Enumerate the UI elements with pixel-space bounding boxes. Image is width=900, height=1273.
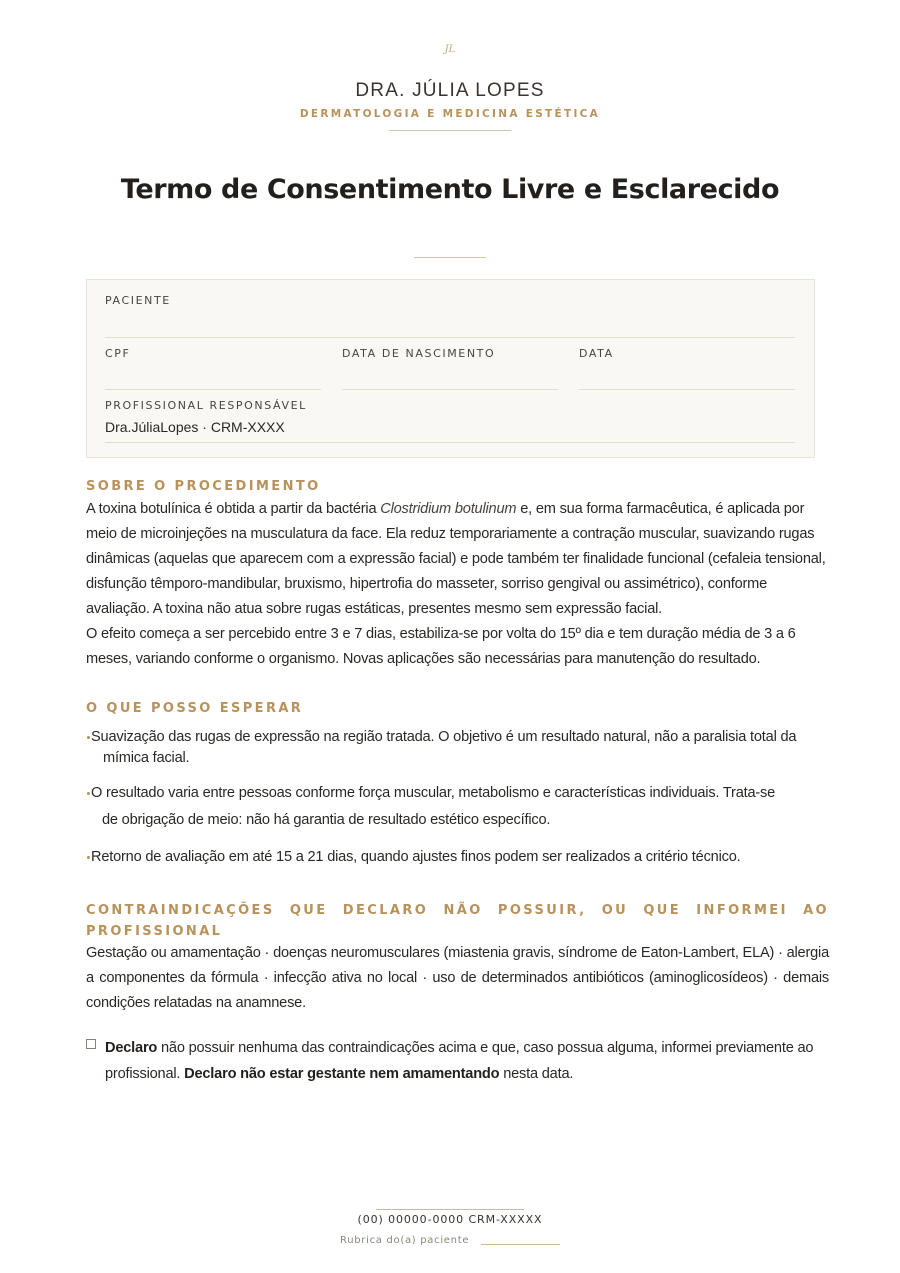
footer-contact: (00) 00000-0000 CRM-XXXXX — [357, 1213, 543, 1226]
specialty: DERMATOLOGIA E MEDICINA ESTÉTICA — [299, 108, 601, 120]
patient-field-line — [105, 337, 795, 338]
date-field-line — [579, 389, 795, 390]
section-heading-contraindications: CONTRAINDICAÇÕES QUE DECLARO NÃO POSSUIR, OU QUE INFORMEI AO PROFISSIONAL — [86, 903, 829, 939]
title-divider — [414, 257, 486, 258]
cpf-field-line — [105, 389, 321, 390]
signature-label: Rubrica do(a) paciente — [340, 1235, 470, 1246]
patient-label: PACIENTE — [105, 294, 171, 307]
professional-field[interactable]: Dra.JúliaLopes · CRM-XXXX — [105, 419, 285, 435]
footer-divider — [376, 1209, 524, 1210]
procedure-duration-text: O efeito começa a ser percebido entre 3 e 7 dias, estabiliza-se por volta do 15º dia e tem duração média de 3 a 6 meses, variando conforme o organismo. Novas aplicações são necessárias para manutenção do resultado. — [86, 626, 796, 667]
patient-info-box — [86, 279, 815, 458]
professional-label: PROFISSIONAL RESPONSÁVEL — [105, 399, 307, 412]
contraindications-text: Gestação ou amamentação · doenças neuromusculares (miastenia gravis, síndrome de Eaton-Lambert, ELA) · alergia a componentes da fórmula · infecção ativa no local · uso de determinados antibióticos (aminoglicosídeos) · demais condições relatadas na anamnese. — [86, 945, 829, 1011]
signature-line[interactable] — [481, 1244, 560, 1245]
header-divider — [389, 130, 511, 131]
birth-date-field-line — [342, 389, 558, 390]
section-heading-expectations: O QUE POSSO ESPERAR — [86, 701, 304, 716]
procedure-text-start: A toxina botulínica é obtida a partir da bactéria — [86, 501, 381, 517]
document-title: Termo de Consentimento Livre e Esclarecido — [120, 174, 780, 205]
monogram-logo: JL — [444, 44, 456, 55]
cpf-label: CPF — [105, 347, 131, 360]
declaration-text: Declaro não possuir nenhuma das contraindicações acima e que, caso possua alguma, informei previamente ao profissional. Declaro não estar gestante nem amamentando nesta data. — [105, 1040, 814, 1082]
bacteria-name: Clostridium botulinum — [380, 501, 517, 517]
procedure-text-end: e, em sua forma farmacêutica, é aplicada por meio de microinjeções na musculatura da face. Ela reduz temporariamente a contração muscular, suavizando rugas dinâmicas (aquelas que aparecem com a expressão facial) e pode também ter finalidade funcional (cefaleia tensional, disfunção têmporo-mandibular, bruxismo, hipertrofia do masseter, sorriso gengival ou assimétrico), conforme avaliação. A toxina não atua sobre rugas estáticas, presentes mesmo sem expressão facial. — [86, 501, 826, 617]
date-label: DATA — [579, 347, 614, 360]
bullet-icon — [87, 856, 90, 859]
declaration-checkbox[interactable] — [86, 1039, 96, 1049]
list-item: Retorno de avaliação em até 15 a 21 dias, quando ajustes finos podem ser realizados a critério técnico. — [86, 847, 816, 868]
bullet-icon — [87, 792, 90, 795]
procedure-text — [86, 497, 829, 622]
section-heading-procedure: SOBRE O PROCEDIMENTO — [86, 479, 321, 494]
doctor-name: DRA. JÚLIA LOPES — [355, 80, 545, 101]
list-item: Suavização das rugas de expressão na região tratada. O objetivo é um resultado natural, não a paralisia total da mímica facial. — [86, 727, 816, 769]
birth-date-label: DATA DE NASCIMENTO — [342, 347, 496, 360]
professional-field-line — [105, 442, 795, 443]
list-item: O resultado varia entre pessoas conforme força muscular, metabolismo e características individuais. Trata-se de obrigação de meio: não há garantia de resultado estético específico. — [86, 780, 816, 834]
bullet-icon — [87, 736, 90, 739]
